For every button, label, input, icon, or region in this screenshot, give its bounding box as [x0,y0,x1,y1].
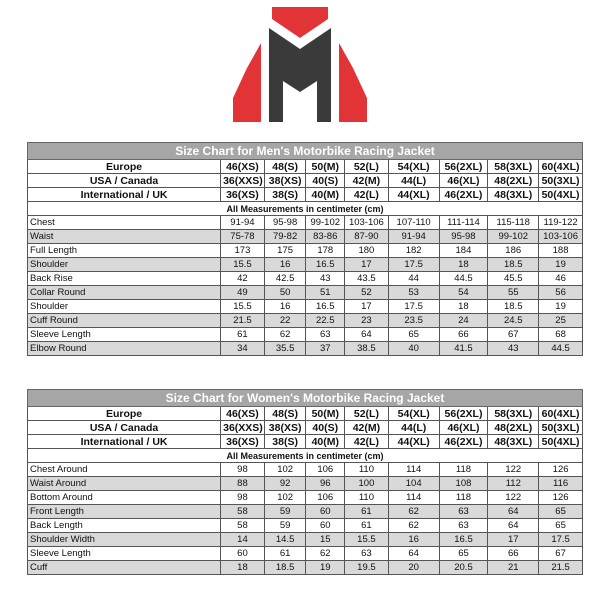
measurement-label: Back Rise [28,272,221,286]
measurement-row [28,505,583,519]
measurement-label: Bottom Around [28,491,221,505]
logo-top-red-shape [272,7,328,38]
measurement-value: 53 [388,286,439,300]
size-cell: 46(2XL) [439,188,488,202]
measurement-row [28,519,583,533]
measurement-row [28,533,583,547]
measurement-value: 17.5 [539,533,583,547]
measurement-value: 64 [345,328,389,342]
size-cell: 52(L) [345,160,389,174]
measurement-row [28,561,583,575]
measurement-value: 42.5 [264,272,306,286]
measurement-value: 23 [345,314,389,328]
measurement-value: 114 [388,491,439,505]
measurement-value: 178 [306,244,345,258]
size-cell: 60(4XL) [539,407,583,421]
measurement-value: 17 [345,258,389,272]
size-cell: 46(2XL) [439,435,488,449]
measurement-value: 20 [388,561,439,575]
measurement-value: 184 [439,244,488,258]
womens-chart-title: Size Chart for Women's Motorbike Racing Jacket [28,390,583,407]
measurement-value: 100 [345,477,389,491]
measurement-value: 92 [264,477,306,491]
measurement-value: 62 [388,519,439,533]
measurement-value: 126 [539,463,583,477]
measurement-value: 61 [345,505,389,519]
measurement-value: 24.5 [488,314,539,328]
measurement-value: 112 [488,477,539,491]
row-label: USA / Canada [28,421,221,435]
mens-usa-row [28,174,583,188]
size-cell: 56(2XL) [439,160,488,174]
measurement-row [28,272,583,286]
measurement-value: 64 [388,547,439,561]
measurement-value: 98 [221,463,265,477]
measurement-row [28,328,583,342]
size-cell: 48(3XL) [488,188,539,202]
size-cell: 40(M) [306,188,345,202]
measurement-value: 16 [388,533,439,547]
measurement-value: 63 [439,505,488,519]
row-label: International / UK [28,188,221,202]
measurement-value: 122 [488,491,539,505]
logo-left-dark-shape [269,28,300,122]
size-cell: 48(3XL) [488,435,539,449]
measurement-label: Sleeve Length [28,328,221,342]
measurement-value: 60 [306,505,345,519]
measurement-value: 51 [306,286,345,300]
measurement-label: Waist [28,230,221,244]
size-cell: 42(L) [345,435,389,449]
measurement-label: Shoulder Width [28,533,221,547]
measurement-value: 91-94 [388,230,439,244]
measurement-label: Collar Round [28,286,221,300]
measurement-value: 17 [345,300,389,314]
measurement-value: 107-110 [388,216,439,230]
measurement-label: Cuff Round [28,314,221,328]
measurement-value: 91-94 [221,216,265,230]
measurement-value: 88 [221,477,265,491]
mens-intl-row [28,188,583,202]
measurement-value: 44.5 [539,342,583,356]
measurement-value: 19 [539,258,583,272]
measurement-value: 18 [439,258,488,272]
measurement-row [28,286,583,300]
measurement-value: 119-122 [539,216,583,230]
measurement-value: 102 [264,491,306,505]
measurement-value: 116 [539,477,583,491]
measurement-value: 18.5 [264,561,306,575]
measurement-value: 61 [221,328,265,342]
size-cell: 48(S) [264,160,306,174]
measurement-label: Waist Around [28,477,221,491]
measurement-value: 98 [221,491,265,505]
measurement-value: 19 [306,561,345,575]
size-cell: 36(XS) [221,188,265,202]
measurement-value: 99-102 [488,230,539,244]
measurement-value: 182 [388,244,439,258]
measurement-value: 173 [221,244,265,258]
measurement-note: All Measurements in centimeter (cm) [28,202,583,216]
measurement-value: 54 [439,286,488,300]
measurement-row [28,230,583,244]
measurement-value: 16.5 [306,258,345,272]
measurement-label: Elbow Round [28,342,221,356]
measurement-value: 95-98 [439,230,488,244]
measurement-value: 61 [264,547,306,561]
measurement-value: 19 [539,300,583,314]
size-cell: 46(XL) [439,174,488,188]
measurement-value: 68 [539,328,583,342]
measurement-value: 18.5 [488,300,539,314]
mens-europe-row [28,160,583,174]
measurement-value: 59 [264,519,306,533]
measurement-value: 16 [264,300,306,314]
measurement-value: 87-90 [345,230,389,244]
measurement-value: 23.5 [388,314,439,328]
size-cell: 36(XXS) [221,421,265,435]
measurement-value: 118 [439,491,488,505]
measurement-value: 17.5 [388,300,439,314]
measurement-value: 17 [488,533,539,547]
measurement-value: 43.5 [345,272,389,286]
measurement-value: 43 [488,342,539,356]
measurement-value: 61 [345,519,389,533]
measurement-value: 83-86 [306,230,345,244]
womens-europe-row [28,407,583,421]
size-cell: 56(2XL) [439,407,488,421]
size-cell: 46(XL) [439,421,488,435]
size-cell: 48(S) [264,407,306,421]
measurement-value: 65 [539,505,583,519]
measurement-value: 122 [488,463,539,477]
measurement-note: All Measurements in centimeter (cm) [28,449,583,463]
measurement-value: 106 [306,463,345,477]
measurement-value: 106 [306,491,345,505]
measurement-row [28,314,583,328]
row-label: USA / Canada [28,174,221,188]
measurement-row [28,463,583,477]
measurement-value: 19.5 [345,561,389,575]
measurement-value: 66 [488,547,539,561]
measurement-value: 50 [264,286,306,300]
measurement-value: 63 [345,547,389,561]
measurement-value: 118 [439,463,488,477]
measurement-value: 34 [221,342,265,356]
measurement-value: 56 [539,286,583,300]
measurement-value: 96 [306,477,345,491]
size-cell: 42(M) [345,174,389,188]
size-cell: 38(XS) [264,421,306,435]
measurement-row [28,491,583,505]
measurement-label: Front Length [28,505,221,519]
measurement-row [28,342,583,356]
measurement-value: 49 [221,286,265,300]
measurement-value: 63 [306,328,345,342]
measurement-value: 60 [306,519,345,533]
measurement-value: 67 [488,328,539,342]
measurement-value: 55 [488,286,539,300]
size-cell: 54(XL) [388,160,439,174]
measurement-label: Chest Around [28,463,221,477]
brand-logo [225,0,375,135]
size-cell: 44(XL) [388,435,439,449]
womens-intl-row [28,435,583,449]
size-cell: 40(S) [306,174,345,188]
measurement-value: 180 [345,244,389,258]
size-cell: 50(3XL) [539,174,583,188]
measurement-value: 102 [264,463,306,477]
mens-size-chart [27,142,583,356]
measurement-value: 15.5 [221,258,265,272]
measurement-value: 44 [388,272,439,286]
logo-right-dark-shape [300,28,331,122]
measurement-value: 95-98 [264,216,306,230]
row-label: Europe [28,160,221,174]
measurement-value: 65 [439,547,488,561]
measurement-value: 18 [221,561,265,575]
measurement-value: 14 [221,533,265,547]
size-cell: 50(4XL) [539,435,583,449]
measurement-value: 15 [306,533,345,547]
measurement-value: 16.5 [306,300,345,314]
womens-usa-row [28,421,583,435]
size-cell: 48(2XL) [488,174,539,188]
measurement-value: 43 [306,272,345,286]
measurement-value: 188 [539,244,583,258]
measurement-value: 21.5 [221,314,265,328]
measurement-value: 175 [264,244,306,258]
logo-left-red-shape [233,43,261,122]
measurement-value: 14.5 [264,533,306,547]
size-cell: 44(L) [388,421,439,435]
measurement-value: 62 [388,505,439,519]
measurement-row [28,216,583,230]
measurement-value: 18 [439,300,488,314]
measurement-value: 38.5 [345,342,389,356]
mens-chart-title: Size Chart for Men's Motorbike Racing Jacket [28,143,583,160]
measurement-value: 66 [439,328,488,342]
row-label: Europe [28,407,221,421]
measurement-value: 58 [221,519,265,533]
size-cell: 38(S) [264,435,306,449]
measurement-value: 103-106 [539,230,583,244]
measurement-value: 110 [345,491,389,505]
size-cell: 52(L) [345,407,389,421]
measurement-value: 103-106 [345,216,389,230]
size-cell: 42(M) [345,421,389,435]
measurement-value: 44.5 [439,272,488,286]
measurement-label: Shoulder [28,258,221,272]
measurement-value: 62 [306,547,345,561]
measurement-label: Shoulder [28,300,221,314]
measurement-value: 22.5 [306,314,345,328]
measurement-value: 52 [345,286,389,300]
measurement-value: 67 [539,547,583,561]
size-cell: 50(M) [306,160,345,174]
measurement-row [28,477,583,491]
measurement-label: Back Length [28,519,221,533]
measurement-value: 126 [539,491,583,505]
measurement-value: 60 [221,547,265,561]
measurement-value: 42 [221,272,265,286]
size-cell: 38(XS) [264,174,306,188]
size-cell: 44(XL) [388,188,439,202]
measurement-label: Chest [28,216,221,230]
measurement-value: 115-118 [488,216,539,230]
measurement-value: 62 [264,328,306,342]
measurement-value: 64 [488,519,539,533]
measurement-value: 65 [539,519,583,533]
size-cell: 36(XS) [221,435,265,449]
measurement-value: 35.5 [264,342,306,356]
measurement-value: 15.5 [221,300,265,314]
size-cell: 46(XS) [221,407,265,421]
measurement-value: 59 [264,505,306,519]
measurement-value: 46 [539,272,583,286]
size-cell: 44(L) [388,174,439,188]
measurement-value: 114 [388,463,439,477]
size-cell: 48(2XL) [488,421,539,435]
measurement-value: 16 [264,258,306,272]
measurement-row [28,547,583,561]
size-cell: 50(M) [306,407,345,421]
size-cell: 50(3XL) [539,421,583,435]
measurement-row [28,300,583,314]
logo-right-red-shape [339,43,367,122]
size-cell: 40(S) [306,421,345,435]
measurement-value: 186 [488,244,539,258]
measurement-value: 40 [388,342,439,356]
size-cell: 38(S) [264,188,306,202]
measurement-value: 20.5 [439,561,488,575]
measurement-value: 79-82 [264,230,306,244]
measurement-value: 41.5 [439,342,488,356]
measurement-value: 104 [388,477,439,491]
measurement-value: 111-114 [439,216,488,230]
measurement-label: Cuff [28,561,221,575]
measurement-row [28,258,583,272]
measurement-value: 65 [388,328,439,342]
measurement-value: 99-102 [306,216,345,230]
measurement-value: 108 [439,477,488,491]
measurement-value: 110 [345,463,389,477]
size-cell: 50(4XL) [539,188,583,202]
size-cell: 58(3XL) [488,160,539,174]
measurement-value: 75-78 [221,230,265,244]
measurement-value: 25 [539,314,583,328]
size-cell: 36(XXS) [221,174,265,188]
measurement-value: 17.5 [388,258,439,272]
measurement-value: 58 [221,505,265,519]
measurement-label: Full Length [28,244,221,258]
measurement-value: 21.5 [539,561,583,575]
measurement-label: Sleeve Length [28,547,221,561]
measurement-value: 45.5 [488,272,539,286]
measurement-value: 16.5 [439,533,488,547]
measurement-value: 15.5 [345,533,389,547]
measurement-value: 64 [488,505,539,519]
womens-size-chart [27,389,583,575]
size-cell: 54(XL) [388,407,439,421]
measurement-row [28,244,583,258]
measurement-value: 21 [488,561,539,575]
size-cell: 42(L) [345,188,389,202]
size-cell: 40(M) [306,435,345,449]
measurement-value: 24 [439,314,488,328]
measurement-value: 37 [306,342,345,356]
measurement-value: 22 [264,314,306,328]
size-cell: 46(XS) [221,160,265,174]
measurement-value: 18.5 [488,258,539,272]
size-cell: 58(3XL) [488,407,539,421]
size-cell: 60(4XL) [539,160,583,174]
row-label: International / UK [28,435,221,449]
measurement-value: 63 [439,519,488,533]
